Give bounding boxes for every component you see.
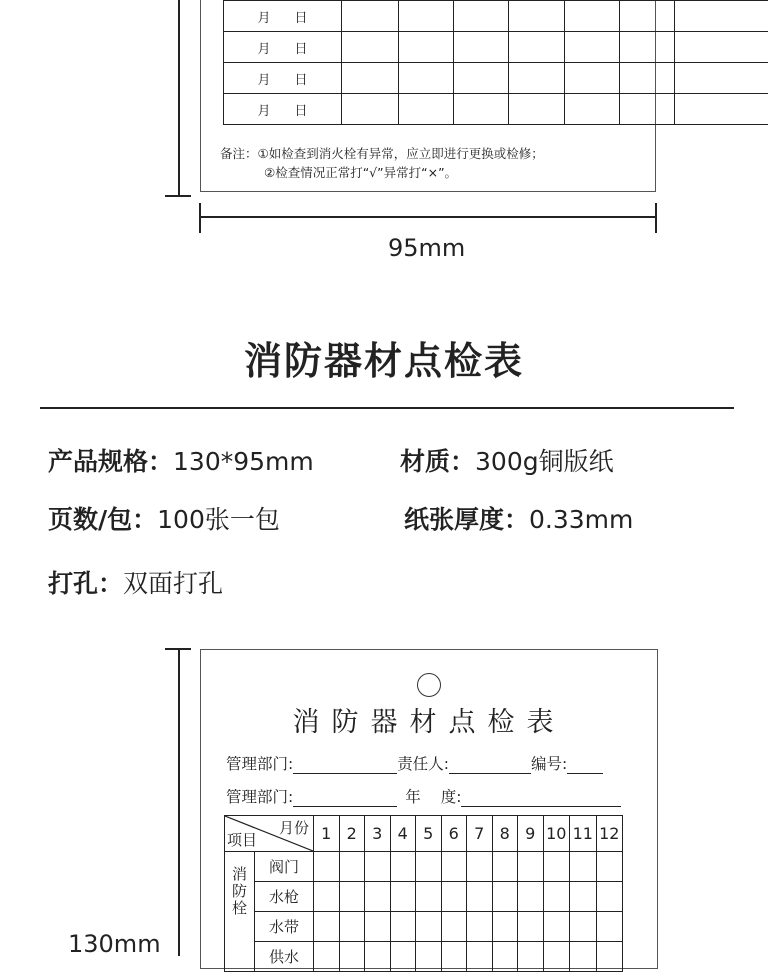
height-dimension-tick-bottom <box>165 195 191 197</box>
check-cell <box>564 94 619 125</box>
dept-label-2: 管理部门: <box>226 788 293 806</box>
item-label-cell: 阀门 <box>255 852 314 882</box>
spec-size-value: 130*95mm <box>173 447 314 476</box>
month-header-cell: 8 <box>492 816 518 852</box>
check-cell <box>492 852 518 882</box>
check-cell <box>509 94 564 125</box>
check-cell <box>314 912 340 942</box>
height-label: 130mm <box>68 930 165 958</box>
month-header-cell: 7 <box>467 816 493 852</box>
inspection-grid <box>224 815 623 972</box>
check-cell <box>365 882 391 912</box>
check-cell <box>675 63 768 94</box>
spec-pages <box>48 500 280 536</box>
check-cell <box>416 852 442 882</box>
grid-corner-cell <box>225 816 314 852</box>
width-dimension-tick-left <box>199 203 201 233</box>
spec-thickness-value: 0.33mm <box>529 505 633 534</box>
check-cell <box>467 942 493 972</box>
check-cell <box>365 942 391 972</box>
check-cell <box>441 852 467 882</box>
width-label: 95mm <box>388 234 465 262</box>
top-date-row <box>224 94 768 125</box>
number-label: 编号: <box>531 755 567 773</box>
date-cell <box>224 94 342 125</box>
check-cell <box>398 94 453 125</box>
spec-punch-value: 双面打孔 <box>123 569 223 598</box>
check-cell <box>441 882 467 912</box>
check-cell <box>467 882 493 912</box>
check-cell <box>543 912 570 942</box>
number-blank <box>567 757 603 774</box>
dept-blank-2 <box>293 790 397 807</box>
check-cell <box>365 912 391 942</box>
top-date-row <box>224 63 768 94</box>
grid-item-row <box>225 852 623 882</box>
group-label-cell <box>225 852 255 972</box>
check-cell <box>454 32 509 63</box>
spec-punch-label: 打孔： <box>48 569 123 598</box>
month-header-cell: 11 <box>570 816 597 852</box>
card-title: 消防器材点检表 <box>200 700 658 739</box>
card-field-row-2 <box>226 785 621 807</box>
check-cell <box>398 63 453 94</box>
check-cell <box>441 942 467 972</box>
height-dimension-line <box>178 649 180 956</box>
check-cell <box>492 912 518 942</box>
check-cell <box>390 852 416 882</box>
check-cell <box>416 882 442 912</box>
width-dimension-line <box>199 216 656 218</box>
degree-label: 度: <box>441 788 462 806</box>
month-char: 月 <box>257 42 270 57</box>
check-cell <box>518 942 544 972</box>
month-header-cell: 3 <box>365 816 391 852</box>
grid-item-row <box>225 882 623 912</box>
card-field-row-1 <box>226 752 603 774</box>
punch-hole-icon <box>417 673 441 697</box>
check-cell <box>341 1 398 32</box>
check-cell <box>454 1 509 32</box>
check-cell <box>314 852 340 882</box>
check-cell <box>518 912 544 942</box>
spec-pages-label: 页数/包： <box>48 505 157 534</box>
check-cell <box>339 852 365 882</box>
check-cell <box>570 912 597 942</box>
month-header-cell: 4 <box>390 816 416 852</box>
corner-item-label: 项目 <box>227 829 257 850</box>
check-cell <box>398 32 453 63</box>
item-label-cell: 水枪 <box>255 882 314 912</box>
owner-label: 责任人: <box>397 755 449 773</box>
month-header-cell: 1 <box>314 816 340 852</box>
day-char: 日 <box>294 73 307 88</box>
height-dimension-tick-top <box>165 648 191 650</box>
check-cell <box>454 63 509 94</box>
check-cell <box>518 882 544 912</box>
month-header-cell: 12 <box>596 816 623 852</box>
height-dimension-line-top <box>178 0 180 196</box>
spec-material <box>400 442 614 478</box>
spec-thickness <box>404 500 633 536</box>
check-cell <box>509 1 564 32</box>
check-cell <box>596 882 623 912</box>
month-header-cell: 9 <box>518 816 544 852</box>
check-cell <box>620 94 675 125</box>
day-char: 日 <box>294 104 307 119</box>
month-header-cell: 5 <box>416 816 442 852</box>
day-char: 日 <box>294 42 307 57</box>
month-header-cell: 2 <box>339 816 365 852</box>
check-cell <box>492 942 518 972</box>
owner-blank <box>449 757 531 774</box>
item-label-cell: 水带 <box>255 912 314 942</box>
check-cell <box>543 852 570 882</box>
spec-pages-value: 100张一包 <box>157 505 280 534</box>
check-cell <box>570 882 597 912</box>
check-cell <box>543 882 570 912</box>
group-label: 消防栓 <box>232 866 247 917</box>
check-cell <box>675 32 768 63</box>
section-title: 消防器材点检表 <box>0 330 768 385</box>
check-cell <box>492 882 518 912</box>
top-date-row <box>224 1 768 32</box>
check-cell <box>620 1 675 32</box>
spec-thickness-label: 纸张厚度： <box>404 505 529 534</box>
section-divider <box>40 407 734 409</box>
check-cell <box>596 942 623 972</box>
month-char: 月 <box>257 104 270 119</box>
check-cell <box>543 942 570 972</box>
check-cell <box>596 852 623 882</box>
grid-item-row <box>225 942 623 972</box>
year-label: 年 <box>405 788 421 806</box>
check-cell <box>390 882 416 912</box>
check-cell <box>341 63 398 94</box>
check-cell <box>620 63 675 94</box>
grid-item-row <box>225 912 623 942</box>
spec-material-label: 材质： <box>400 447 475 476</box>
top-date-table <box>223 0 768 125</box>
check-cell <box>341 94 398 125</box>
check-cell <box>509 32 564 63</box>
check-cell <box>564 1 619 32</box>
dept-blank <box>293 757 397 774</box>
check-cell <box>675 94 768 125</box>
month-header-cell: 10 <box>543 816 570 852</box>
check-cell <box>314 942 340 972</box>
check-cell <box>390 912 416 942</box>
check-cell <box>467 912 493 942</box>
check-cell <box>570 942 597 972</box>
check-cell <box>398 1 453 32</box>
check-cell <box>570 852 597 882</box>
check-cell <box>339 942 365 972</box>
spec-punch <box>48 564 223 600</box>
check-cell <box>454 94 509 125</box>
check-cell <box>339 912 365 942</box>
item-label-cell: 供水 <box>255 942 314 972</box>
top-date-row <box>224 32 768 63</box>
check-cell <box>596 912 623 942</box>
spec-material-value: 300g铜版纸 <box>475 447 614 476</box>
check-cell <box>339 882 365 912</box>
check-cell <box>441 912 467 942</box>
month-header-cell: 6 <box>441 816 467 852</box>
month-char: 月 <box>257 11 270 26</box>
note-line-2: ②检查情况正常打“√”异常打“×”。 <box>264 163 457 181</box>
grid-header-row <box>225 816 623 852</box>
check-cell <box>314 882 340 912</box>
date-cell <box>224 63 342 94</box>
check-cell <box>467 852 493 882</box>
day-char: 日 <box>294 11 307 26</box>
date-cell <box>224 1 342 32</box>
check-cell <box>365 852 391 882</box>
date-cell <box>224 32 342 63</box>
check-cell <box>564 63 619 94</box>
dept-label: 管理部门: <box>226 755 293 773</box>
check-cell <box>341 32 398 63</box>
year-blank <box>461 790 621 807</box>
check-cell <box>509 63 564 94</box>
check-cell <box>564 32 619 63</box>
check-cell <box>620 32 675 63</box>
spec-size <box>48 442 314 478</box>
check-cell <box>518 852 544 882</box>
note-line-1: 备注：①如检查到消火栓有异常，应立即进行更换或检修； <box>220 144 544 162</box>
check-cell <box>416 912 442 942</box>
check-cell <box>390 942 416 972</box>
check-cell <box>416 942 442 972</box>
spec-size-label: 产品规格： <box>48 447 173 476</box>
month-char: 月 <box>257 73 270 88</box>
check-cell <box>675 1 768 32</box>
corner-month-label: 月份 <box>279 817 309 838</box>
width-dimension-tick-right <box>655 203 657 233</box>
